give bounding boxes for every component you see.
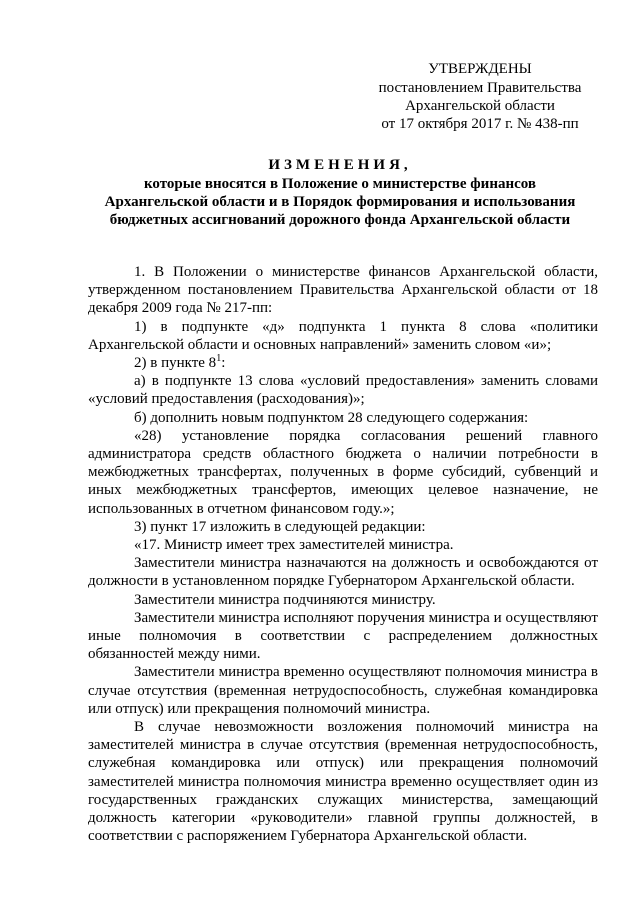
- paragraph: «17. Министр имеет трех заместителей министра.: [134, 537, 454, 554]
- paragraph: Заместители министра временно осуществляют полномочия министра в случае отсутствия (временная нетрудоспособность, служебная командировка или отпуск) или прекращения полномочий министра.: [88, 664, 598, 717]
- heading-line: которые вносятся в Положение о министерстве финансов: [143, 176, 536, 192]
- approval-stamp: [360, 60, 600, 133]
- paragraph: «28) установление порядка согласования решений главного администратора средств областного бюджета о наличии потребности в межбюджетных трансфертах, полученных в форме субсидий, субвенций и иных межбюджетных трансфертов, имеющих целевое назначение, не использованных в отчетном финансовом году.»;: [88, 427, 598, 517]
- paragraph: 1) в подпункте «д» подпункта 1 пункта 8 слова «политики Архангельской области и основных направлений» заменить словом «и»;: [88, 318, 598, 353]
- heading-line: бюджетных ассигнований дорожного фонда Архангельской области: [109, 212, 571, 228]
- paragraph: [88, 354, 598, 372]
- paragraph: 1. В Положении о министерстве финансов Архангельской области, утвержденном постановлением Правительства Архангельской области от 18 декабря 2009 года № 217-пп:: [88, 264, 598, 317]
- approval-date-line: от 17 октября 2017 г. № 438-пп: [381, 116, 579, 132]
- approval-line: постановлением Правительства: [378, 80, 582, 96]
- paragraph: а) в подпункте 13 слова «условий предоставления» заменить словами «условий предоставления (расходования)»;: [88, 373, 598, 408]
- heading-line: Архангельской области и в Порядок формирования и использования: [104, 194, 576, 210]
- paragraph-text: 2) в пункте 8: [134, 355, 217, 372]
- paragraph: Заместители министра исполняют поручения министра и осуществляют иные полномочия в соответствии с распределением должностных обязанностей между ними.: [88, 609, 598, 663]
- approval-line: Архангельской области: [405, 98, 555, 114]
- document-title: ИЗМЕНЕНИЯ,: [268, 157, 412, 173]
- paragraph: Заместители министра подчиняются министру.: [134, 591, 436, 608]
- document-body: [88, 263, 598, 846]
- document-heading: [80, 156, 600, 229]
- approval-title: УТВЕРЖДЕНЫ: [428, 61, 532, 77]
- paragraph: 3) пункт 17 изложить в следующей редакции:: [134, 518, 426, 535]
- paragraph: В случае невозможности возложения полномочий министра на заместителей министра в случае отсутствия (временная нетрудоспособность, служебная командировка или отпуск) или прекращения полномочий заместителей министра полномочия министра временно осуществляет один из государственных гражданских служащих министерства, замещающий должность категории «руководители» главной группы должностей, в соответствии с распоряжением Губернатора Архангельской области.: [88, 719, 598, 845]
- paragraph-text: :: [221, 355, 226, 372]
- paragraph: б) дополнить новым подпунктом 28 следующего содержания:: [134, 409, 529, 426]
- superscript: 1: [216, 353, 222, 365]
- paragraph: Заместители министра назначаются на должность и освобождаются от должности в установленном порядке Губернатором Архангельской области.: [88, 555, 598, 590]
